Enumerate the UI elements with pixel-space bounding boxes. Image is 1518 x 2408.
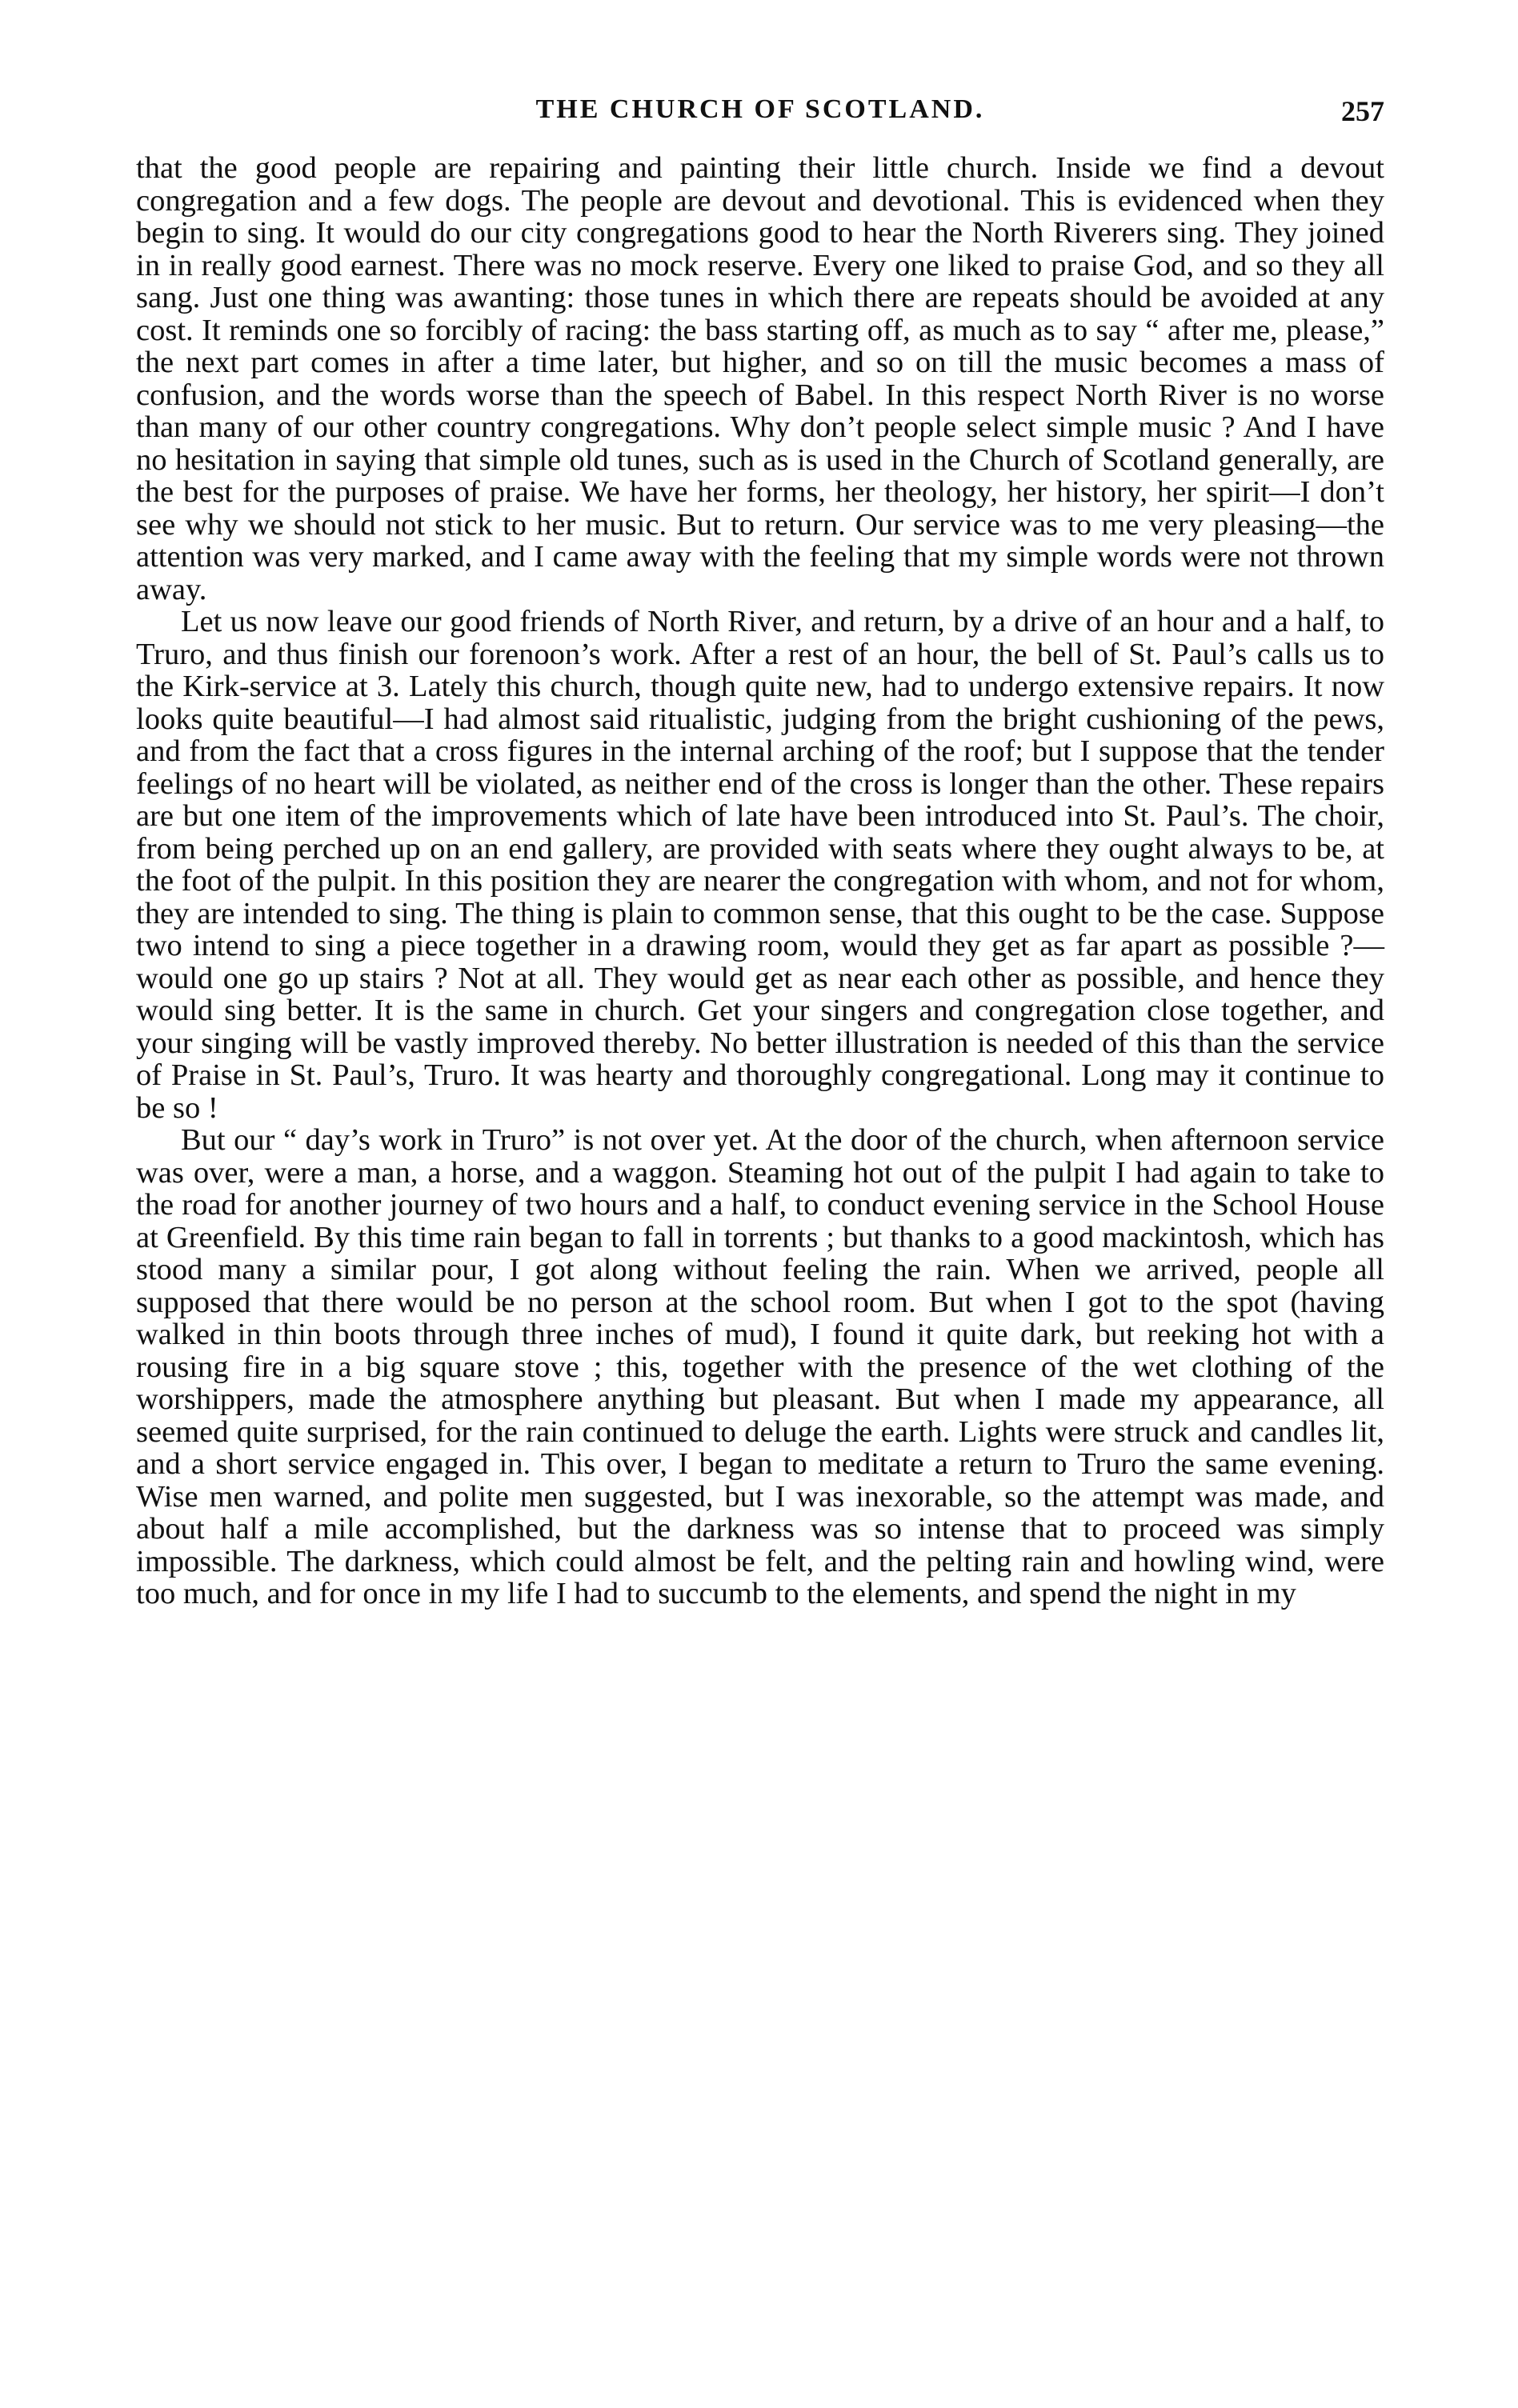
paragraph-3: But our “ day’s work in Truro” is not over yet. At the door of the church, when afternoon service was over, were a man, a horse, and a waggon. Steaming hot out of the pulpit I had again to take to the road for another journey of two hours and a half, to conduct evening service in the School House at Greenfield. By this time rain began to fall in torrents ; but thanks to a good mackintosh, which has stood many a similar pour, I got along without feeling the rain. When we arrived, people all supposed that there would be no person at the school room. But when I got to the spot (having walked in thin boots through three inches of mud), I found it quite dark, but reeking hot with a rousing fire in a big square stove ; this, together with the presence of the wet clothing of the worshippers, made the atmosphere anything but pleasant. But when I made my appearance, all seemed quite surprised, for the rain continued to deluge the earth. Lights were struck and candles lit, and a short service engaged in. This over, I began to meditate a return to Truro the same evening. Wise men warned, and polite men suggested, but I was inexorable, so the attempt was made, and about half a mile accomplished, but the darkness was so intense that to proceed was simply impossible. The darkness, which could almost be felt, and the pelting rain and howling wind, were too much, and for once in my life I had to succumb to the elements, and spend the night in my bbox=[136, 1123, 1384, 1610]
paragraph-1: that the good people are repairing and painting their little church. Inside we find a devout congregation and a few dogs. The people are devout and devotional. This is evidenced when they begin to sing. It would do our city congregations good to hear the North Riverers sing. They joined in in really good earnest. There was no mock reserve. Every one liked to praise God, and so they all sang. Just one thing was awanting: those tunes in which there are repeats should be avoided at any cost. It reminds one so forcibly of racing: the bass starting off, as much as to say “ after me, please,” the next part comes in after a time later, but higher, and so on till the music becomes a mass of confusion, and the words worse than the speech of Babel. In this respect North River is no worse than many of our other country congregations. Why don’t people select simple music ? And I have no hesitation in saying that simple old tunes, such as is used in the Church of Scotland generally, are the best for the purposes of praise. We have her forms, her theology, her history, her spirit—I don’t see why we should not stick to her music. But to return. Our service was to me very pleasing—the attention was very marked, and I came away with the feeling that my simple words were not thrown away. bbox=[136, 151, 1384, 606]
body-text bbox=[136, 152, 1384, 1610]
running-title: THE CHURCH OF SCOTLAND. bbox=[535, 94, 985, 124]
page-number: 257 bbox=[1341, 95, 1384, 127]
running-head bbox=[136, 94, 1384, 142]
paragraph-2: Let us now leave our good friends of North River, and return, by a drive of an hour and a half, to Truro, and thus finish our forenoon’s work. After a rest of an hour, the bell of St. Paul’s calls us to the Kirk-service at 3. Lately this church, though quite new, had to undergo extensive repairs. It now looks quite beautiful—I had almost said ritualistic, judging from the bright cushioning of the pews, and from the fact that a cross figures in the internal arching of the roof; but I suppose that the tender feelings of no heart will be violated, as neither end of the cross is longer than the other. These repairs are but one item of the improvements which of late have been introduced into St. Paul’s. The choir, from being perched up on an end gallery, are provided with seats where they ought always to be, at the foot of the pulpit. In this position they are nearer the congregation with whom, and not for whom, they are intended to sing. The thing is plain to common sense, that this ought to be the case. Suppose two intend to sing a piece together in a drawing room, would they get as far apart as possible ?—would one go up stairs ? Not at all. They would get as near each other as possible, and hence they would sing better. It is the same in church. Get your singers and congregation close together, and your singing will be vastly improved thereby. No better illustration is needed of this than the service of Praise in St. Paul’s, Truro. It was hearty and thoroughly congregational. Long may it continue to be so ! bbox=[136, 605, 1384, 1125]
